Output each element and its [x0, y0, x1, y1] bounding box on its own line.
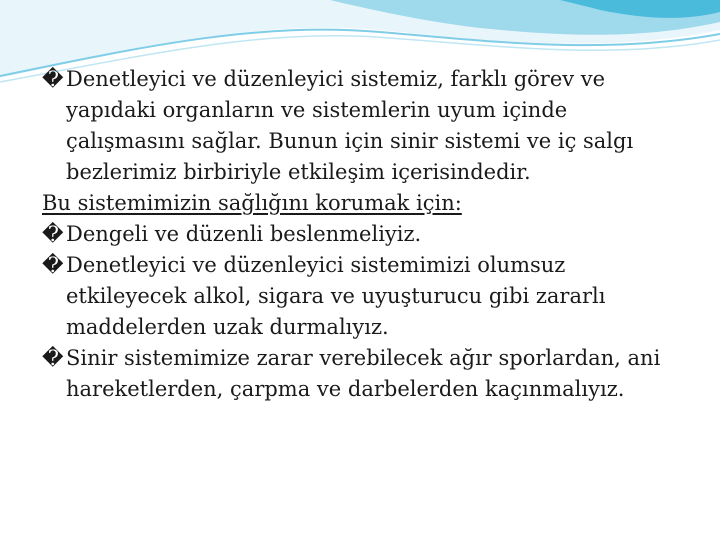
paragraph-heading — [42, 188, 692, 219]
bullet-icon: � — [42, 67, 64, 91]
paragraph-1 — [42, 64, 692, 188]
body-text — [42, 64, 692, 405]
bullet-icon: � — [42, 253, 64, 277]
paragraph-text: Denetleyici ve düzenleyici sistemimizi olumsuz etkileyecek alkol, sigara ve uyuşturucu gibi zararlı maddelerden uzak durmalıyız. — [66, 253, 606, 339]
section-heading: Bu sistemimizin sağlığını korumak için: — [42, 191, 462, 215]
paragraph-text: Sinir sistemimize zarar verebilecek ağır sporlardan, ani hareketlerden, çarpma ve darbelerden kaçınmalıyız. — [66, 346, 661, 401]
bullet-icon: � — [42, 346, 64, 370]
paragraph-4 — [42, 250, 692, 343]
paragraph-5 — [42, 343, 692, 405]
paragraph-text: Dengeli ve düzenli beslenmeliyiz. — [66, 222, 422, 246]
paragraph-text: Denetleyici ve düzenleyici sistemiz, farklı görev ve yapıdaki organların ve sistemlerin uyum içinde çalışmasını sağlar. Bunun için sinir sistemi ve iç salgı bezlerimiz birbiriyle etkileşim içerisindedir. — [66, 67, 634, 184]
paragraph-3 — [42, 219, 692, 250]
bullet-icon: � — [42, 222, 64, 246]
